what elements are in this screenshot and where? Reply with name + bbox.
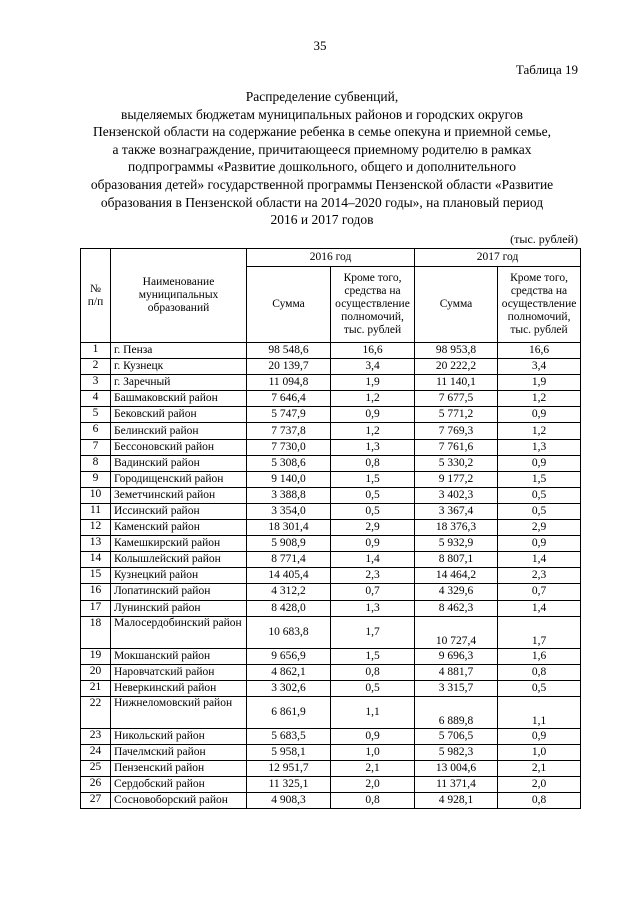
extra-2017-cell: 1,2: [498, 391, 581, 407]
extra-2017-cell: 0,9: [498, 455, 581, 471]
units-label: (тыс. рублей): [510, 232, 578, 246]
row-number-cell: 1: [81, 343, 111, 359]
row-number-cell: 25: [81, 761, 111, 777]
sum-2016-cell: 7 646,4: [247, 391, 331, 407]
extra-2017-cell: 16,6: [498, 343, 581, 359]
sum-2016-cell: 6 861,9: [247, 696, 331, 728]
row-number-cell: 19: [81, 648, 111, 664]
header-sum-2016: Сумма: [247, 267, 331, 343]
extra-2016-cell: 2,9: [331, 520, 415, 536]
extra-2016-cell: 0,8: [331, 664, 415, 680]
table-row: [81, 680, 581, 696]
title-line: Распределение субвенций,: [245, 89, 399, 104]
table-row: [81, 487, 581, 503]
extra-2016-cell: 1,7: [331, 616, 415, 648]
table-row: [81, 423, 581, 439]
row-number-cell: 27: [81, 793, 111, 809]
row-number-cell: 17: [81, 600, 111, 616]
row-number-cell: 12: [81, 520, 111, 536]
row-number-cell: 2: [81, 359, 111, 375]
table-row: [81, 648, 581, 664]
sum-2017-cell: 7 761,6: [415, 439, 498, 455]
table-row: [81, 520, 581, 536]
extra-2016-cell: 0,5: [331, 680, 415, 696]
row-number-cell: 22: [81, 696, 111, 728]
title-line: а также вознаграждение, причитающееся приемному родителю в рамках: [112, 141, 532, 157]
extra-2016-cell: 1,1: [331, 696, 415, 728]
sum-2016-cell: 12 951,7: [247, 761, 331, 777]
extra-2017-cell: 2,3: [498, 568, 581, 584]
sum-2017-cell: 3 367,4: [415, 503, 498, 519]
table-row: [81, 696, 581, 728]
extra-2017-cell: 1,6: [498, 648, 581, 664]
sum-2017-cell: 13 004,6: [415, 761, 498, 777]
row-number-cell: 7: [81, 439, 111, 455]
extra-2017-cell: 1,0: [498, 744, 581, 760]
header-sum-2017: Сумма: [415, 267, 498, 343]
sum-2017-cell: 6 889,8: [415, 696, 498, 728]
row-number-cell: 16: [81, 584, 111, 600]
sum-2016-cell: 8 428,0: [247, 600, 331, 616]
sum-2016-cell: 4 862,1: [247, 664, 331, 680]
municipality-name-cell: Городищенский район: [111, 471, 247, 487]
title-line: образования детей» государственной программы Пензенской области «Развитие: [90, 176, 554, 192]
extra-2016-cell: 2,3: [331, 568, 415, 584]
table-row: [81, 455, 581, 471]
row-number-cell: 23: [81, 728, 111, 744]
sum-2016-cell: 3 354,0: [247, 503, 331, 519]
extra-2016-cell: 16,6: [331, 343, 415, 359]
table-row: [81, 439, 581, 455]
extra-2016-cell: 0,7: [331, 584, 415, 600]
header-year-2017: 2017 год: [415, 249, 581, 267]
municipality-name-cell: Мокшанский район: [111, 648, 247, 664]
extra-2016-cell: 1,9: [331, 375, 415, 391]
table-row: [81, 359, 581, 375]
extra-2017-cell: 0,9: [498, 407, 581, 423]
municipality-name-cell: Пачелмский район: [111, 744, 247, 760]
extra-2017-cell: 2,9: [498, 520, 581, 536]
municipality-name-cell: Каменский район: [111, 520, 247, 536]
municipality-name-cell: Бессоновский район: [111, 439, 247, 455]
extra-2016-cell: 2,1: [331, 761, 415, 777]
extra-2017-cell: 1,2: [498, 423, 581, 439]
extra-2016-cell: 1,0: [331, 744, 415, 760]
extra-2017-cell: 0,5: [498, 503, 581, 519]
extra-2016-cell: 1,3: [331, 439, 415, 455]
sum-2017-cell: 4 881,7: [415, 664, 498, 680]
sum-2017-cell: 9 696,3: [415, 648, 498, 664]
title-line: образования в Пензенской области на 2014–2020 годы», на плановый период: [100, 194, 544, 210]
municipality-name-cell: Бековский район: [111, 407, 247, 423]
table-row: [81, 600, 581, 616]
extra-2016-cell: 0,9: [331, 536, 415, 552]
table-row: [81, 793, 581, 809]
municipality-name-cell: Лопатинский район: [111, 584, 247, 600]
sum-2017-cell: 4 329,6: [415, 584, 498, 600]
sum-2017-cell: 20 222,2: [415, 359, 498, 375]
extra-2017-cell: 0,5: [498, 680, 581, 696]
row-number-cell: 26: [81, 777, 111, 793]
row-number-cell: 20: [81, 664, 111, 680]
table-row: [81, 407, 581, 423]
sum-2017-cell: 8 807,1: [415, 552, 498, 568]
row-number-cell: 8: [81, 455, 111, 471]
sum-2016-cell: 4 908,3: [247, 793, 331, 809]
municipality-name-cell: Пензенский район: [111, 761, 247, 777]
title-line: Пензенской области на содержание ребенка в семье опекуна и приемной семье,: [92, 124, 552, 140]
sum-2017-cell: 3 402,3: [415, 487, 498, 503]
row-number-cell: 11: [81, 503, 111, 519]
sum-2016-cell: 5 683,5: [247, 728, 331, 744]
table-row: [81, 343, 581, 359]
header-extra-2016: Кроме того, средства на осуществление полномочий, тыс. рублей: [331, 267, 415, 343]
subvention-table: [80, 248, 581, 809]
municipality-name-cell: Малосердобинский район: [111, 616, 247, 648]
table-row: [81, 728, 581, 744]
extra-2017-cell: 0,8: [498, 664, 581, 680]
municipality-name-cell: г. Пенза: [111, 343, 247, 359]
row-number-cell: 6: [81, 423, 111, 439]
table-row: [81, 761, 581, 777]
header-name: Наименование муниципальных образований: [111, 249, 247, 343]
extra-2017-cell: 1,9: [498, 375, 581, 391]
sum-2017-cell: 9 177,2: [415, 471, 498, 487]
extra-2016-cell: 3,4: [331, 359, 415, 375]
municipality-name-cell: Кузнецкий район: [111, 568, 247, 584]
extra-2017-cell: 2,0: [498, 777, 581, 793]
extra-2016-cell: 1,2: [331, 391, 415, 407]
sum-2016-cell: 18 301,4: [247, 520, 331, 536]
sum-2017-cell: 4 928,1: [415, 793, 498, 809]
extra-2016-cell: 2,0: [331, 777, 415, 793]
sum-2016-cell: 9 656,9: [247, 648, 331, 664]
sum-2017-cell: 7 769,3: [415, 423, 498, 439]
sum-2016-cell: 5 958,1: [247, 744, 331, 760]
extra-2017-cell: 0,9: [498, 536, 581, 552]
row-number-cell: 15: [81, 568, 111, 584]
sum-2016-cell: 8 771,4: [247, 552, 331, 568]
header-number: № п/п: [81, 249, 111, 343]
municipality-name-cell: Земетчинский район: [111, 487, 247, 503]
sum-2016-cell: 7 730,0: [247, 439, 331, 455]
sum-2016-cell: 11 094,8: [247, 375, 331, 391]
extra-2017-cell: 0,7: [498, 584, 581, 600]
municipality-name-cell: г. Кузнецк: [111, 359, 247, 375]
title-line: 2016 и 2017 годов: [270, 212, 374, 228]
sum-2016-cell: 98 548,6: [247, 343, 331, 359]
row-number-cell: 3: [81, 375, 111, 391]
table-row: [81, 375, 581, 391]
municipality-name-cell: Неверкинский район: [111, 680, 247, 696]
extra-2016-cell: 1,5: [331, 471, 415, 487]
sum-2016-cell: 11 325,1: [247, 777, 331, 793]
row-number-cell: 13: [81, 536, 111, 552]
extra-2017-cell: 1,4: [498, 552, 581, 568]
row-number-cell: 14: [81, 552, 111, 568]
sum-2016-cell: 20 139,7: [247, 359, 331, 375]
municipality-name-cell: Наровчатский район: [111, 664, 247, 680]
municipality-name-cell: Башмаковский район: [111, 391, 247, 407]
table-row: [81, 744, 581, 760]
document-title: [48, 88, 596, 229]
sum-2017-cell: 3 315,7: [415, 680, 498, 696]
municipality-name-cell: Сердобский район: [111, 777, 247, 793]
sum-2017-cell: 18 376,3: [415, 520, 498, 536]
sum-2016-cell: 3 302,6: [247, 680, 331, 696]
sum-2016-cell: 9 140,0: [247, 471, 331, 487]
extra-2017-cell: 1,4: [498, 600, 581, 616]
municipality-name-cell: Никольский район: [111, 728, 247, 744]
municipality-name-cell: Иссинский район: [111, 503, 247, 519]
extra-2016-cell: 1,2: [331, 423, 415, 439]
row-number-cell: 18: [81, 616, 111, 648]
sum-2017-cell: 11 371,4: [415, 777, 498, 793]
sum-2017-cell: 5 330,2: [415, 455, 498, 471]
extra-2016-cell: 1,3: [331, 600, 415, 616]
extra-2016-cell: 0,5: [331, 503, 415, 519]
extra-2017-cell: 1,1: [498, 696, 581, 728]
table-row: [81, 536, 581, 552]
sum-2016-cell: 10 683,8: [247, 616, 331, 648]
title-line: выделяемых бюджетам муниципальных районов и городских округов: [121, 106, 523, 122]
table-row: [81, 552, 581, 568]
municipality-name-cell: Камешкирский район: [111, 536, 247, 552]
municipality-name-cell: Колышлейский район: [111, 552, 247, 568]
table-row: [81, 471, 581, 487]
row-number-cell: 4: [81, 391, 111, 407]
sum-2017-cell: 5 982,3: [415, 744, 498, 760]
header-year-2016: 2016 год: [247, 249, 415, 267]
sum-2016-cell: 5 908,9: [247, 536, 331, 552]
extra-2017-cell: 1,7: [498, 616, 581, 648]
extra-2017-cell: 0,9: [498, 728, 581, 744]
extra-2016-cell: 1,5: [331, 648, 415, 664]
table-row: [81, 568, 581, 584]
sum-2016-cell: 5 747,9: [247, 407, 331, 423]
extra-2017-cell: 1,5: [498, 471, 581, 487]
sum-2016-cell: 14 405,4: [247, 568, 331, 584]
sum-2017-cell: 14 464,2: [415, 568, 498, 584]
sum-2017-cell: 98 953,8: [415, 343, 498, 359]
table-row: [81, 616, 581, 648]
table-row: [81, 584, 581, 600]
municipality-name-cell: Лунинский район: [111, 600, 247, 616]
table-label: Таблица 19: [515, 62, 578, 77]
row-number-cell: 9: [81, 471, 111, 487]
sum-2016-cell: 4 312,2: [247, 584, 331, 600]
row-number-cell: 21: [81, 680, 111, 696]
extra-2017-cell: 3,4: [498, 359, 581, 375]
sum-2016-cell: 7 737,8: [247, 423, 331, 439]
row-number-cell: 24: [81, 744, 111, 760]
table-row: [81, 503, 581, 519]
extra-2017-cell: 2,1: [498, 761, 581, 777]
sum-2017-cell: 10 727,4: [415, 616, 498, 648]
extra-2016-cell: 0,5: [331, 487, 415, 503]
extra-2017-cell: 1,3: [498, 439, 581, 455]
row-number-cell: 10: [81, 487, 111, 503]
title-line: подпрограммы «Развитие дошкольного, общего и дополнительного: [128, 159, 516, 175]
sum-2017-cell: 7 677,5: [415, 391, 498, 407]
extra-2016-cell: 0,8: [331, 455, 415, 471]
municipality-name-cell: г. Заречный: [111, 375, 247, 391]
table-body: [81, 343, 581, 809]
municipality-name-cell: Сосновоборский район: [111, 793, 247, 809]
table-row: [81, 664, 581, 680]
extra-2017-cell: 0,5: [498, 487, 581, 503]
table-row: [81, 777, 581, 793]
sum-2017-cell: 5 771,2: [415, 407, 498, 423]
sum-2017-cell: 5 706,5: [415, 728, 498, 744]
sum-2016-cell: 3 388,8: [247, 487, 331, 503]
sum-2017-cell: 5 932,9: [415, 536, 498, 552]
extra-2016-cell: 0,8: [331, 793, 415, 809]
page-number: 35: [313, 38, 327, 53]
extra-2016-cell: 1,4: [331, 552, 415, 568]
extra-2017-cell: 0,8: [498, 793, 581, 809]
sum-2016-cell: 5 308,6: [247, 455, 331, 471]
header-extra-2017: Кроме того, средства на осуществление полномочий, тыс. рублей: [498, 267, 581, 343]
table-row: [81, 391, 581, 407]
row-number-cell: 5: [81, 407, 111, 423]
extra-2016-cell: 0,9: [331, 728, 415, 744]
sum-2017-cell: 8 462,3: [415, 600, 498, 616]
sum-2017-cell: 11 140,1: [415, 375, 498, 391]
municipality-name-cell: Белинский район: [111, 423, 247, 439]
municipality-name-cell: Нижнеломовский район: [111, 696, 247, 728]
municipality-name-cell: Вадинский район: [111, 455, 247, 471]
extra-2016-cell: 0,9: [331, 407, 415, 423]
